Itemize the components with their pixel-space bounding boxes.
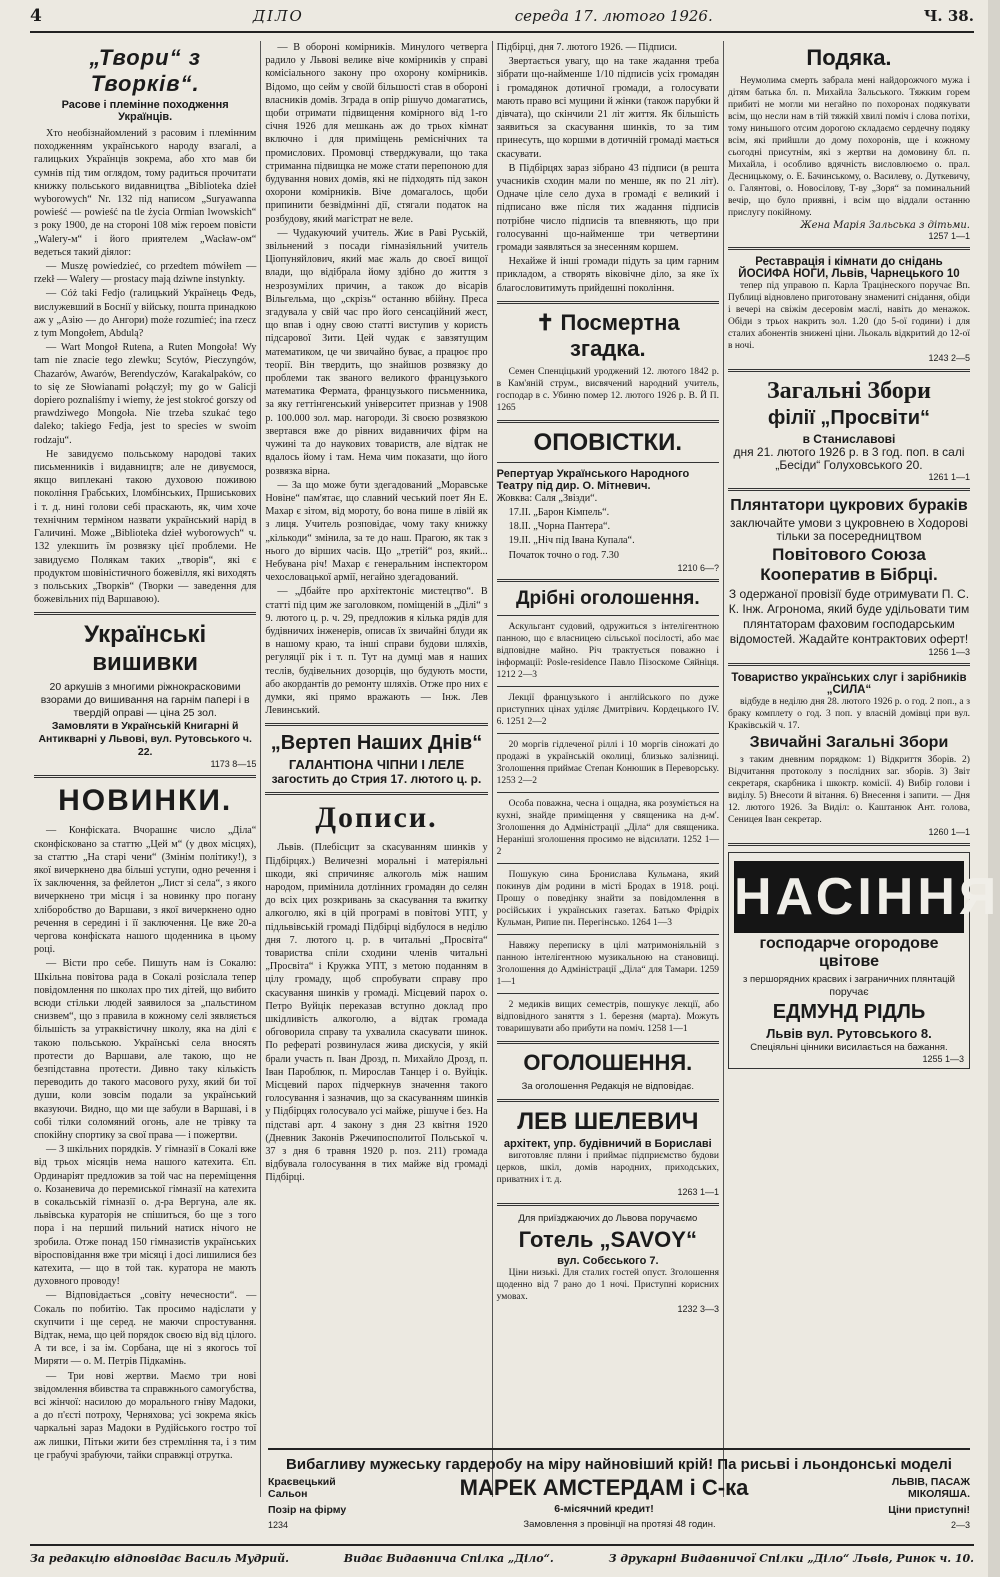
article-subtitle-tvory: Расове і племінне походження Українців. — [61, 99, 229, 123]
ad-plantatory-text1: заключайте умови з цукровнею в Ходорові тільки за посередництвом — [730, 516, 968, 543]
ad-shelevych-text: виготовляє пляни і приймає підприємство будови церков, шкіл, домів народних, приходських, приватних і т. д. — [496, 1150, 719, 1185]
ad-nasinnya-title: НАСІННЯ — [734, 861, 964, 933]
news-item: — Відповідається „совіту нечесности“. — Сокаль по побитію. Так просимо надіслати у скупчити і ще серед. не маючи спростування. Відтак, нема, що цей порядок своєю від від цілого. А ти все, і за ім. Сорбана, ще ні з якогось тої Миряти — о. М. Петрів Підкамінь. — [34, 1290, 257, 1368]
ad-amsterdam — [268, 1448, 970, 1531]
ad-code: 1234 — [268, 1519, 289, 1530]
cross-icon: ✝ — [535, 309, 561, 335]
ad-amsterdam-sub-center: 6-місячний кредит! — [554, 1503, 654, 1515]
divider — [728, 369, 970, 372]
column-3 — [493, 41, 724, 1497]
ad-code: 1243 2—5 — [928, 353, 970, 363]
podyaka-signature: Жена Марія Зальська з дітьми. — [800, 220, 970, 231]
divider — [497, 301, 719, 304]
ad-code: 1256 1—3 — [928, 647, 970, 657]
ad-shelevych — [497, 1108, 719, 1197]
news-item: — „Дбайте про архітектоніє мистецтво“. В статті під цим же заголовком, поміщеній в „Ділі“ з 9. лютого ц. р. ч. 29, предложив я кілька рядів для будівничих інженерів, описав їх звичайні блуди як в нашому краю, та інші справи будови шляхів, регуляції рік і т. п. Тут на думці мав я наших теслів, будівельних дозорців, що будують мости, або акордантів до ремонту шляхів. Отже про них є думки, які прямо вражають — Інж. Лев Левинський. — [265, 586, 488, 717]
section-title-novynky: НОВИНКИ. — [58, 784, 233, 818]
divider — [497, 1203, 719, 1206]
divider — [497, 792, 719, 793]
ad-nasinnya-kinds: господарче огородове цвітове — [759, 935, 939, 970]
section-title-opovistky: ОПОВІСТКИ. — [533, 428, 683, 456]
repertuar-item: 18.II. „Чорна Пантера“. — [508, 521, 611, 533]
ad-nasinnya-source: з першорядних красвих і заграничних плянтацій — [743, 974, 955, 985]
divider — [497, 420, 719, 423]
ad-amsterdam-right: ЛЬВІВ, ПАСАЖ МІКОЛЯША. — [891, 1476, 970, 1500]
ad-code: 1173 8—15 — [210, 759, 257, 770]
ad-shelevych-role: архітект, упр. будівничий в Бориславі — [503, 1137, 712, 1150]
ad-savoy-intro: Для приїзджаючих до Львова поручаємо — [518, 1212, 698, 1224]
section-title-podyaka: Подяка. — [806, 45, 892, 70]
ad-amsterdam-note: Замовлення з провінції на протязі 48 годин. — [523, 1519, 716, 1530]
ad-amsterdam-row — [268, 1475, 970, 1501]
divider — [497, 863, 719, 864]
ad-vertep-title: „Вертеп Наших Днів“ — [270, 732, 483, 755]
news-item: — Конфіската. Вчорашнє число „Діла“ сконфісковано за статтю „Цей м“ (у двох місцях), за статтю „На старі чени“ (Змінім політику!), з якої вичеркнено два більші уступи, одно речення і їх заключення, за фейлетон „Лист зі села“, з якого вичеркнено три місця і за новинку про погану хліборобство до Варшави, з якої вичеркнено одно речення в середині і її заключення. Це вже 20-а чергова конфіската нашого щоденника в цьому році. — [34, 825, 257, 956]
ad-savoy-name: Готель „SAVOY“ — [518, 1226, 697, 1252]
divider — [497, 462, 719, 463]
section-title-dopysy: Дописи. — [315, 801, 438, 835]
ad-amsterdam-row-2 — [268, 1503, 970, 1516]
classified-ad: Лекції французького і англійського по дуже приступних цінах уділяє Дмитрівич. Кордецького IV. 6. 1251 2—2 — [496, 692, 719, 727]
footer — [30, 1544, 974, 1565]
news-item: — За що може бути здегадований „Моравське Новіне“ пам'ятає, що славний чеський поет Ян Е. Махар є зітом, від мороту, бо вона пише в лівій як з лиця. Учитель розповідає, чому таку книжку „кількоди“ змінила, за те до наш. Прагою, як так з нього до вірших часів. Що „третій“ роз, який... Небувана річ! Махар є генеральним інспектором чехословацької армії, негайно здегадований. — [265, 479, 488, 584]
ad-restoracia-title: Реставрація і кімнати до снідань ЙОСИФА НОГИ, Львів, Чарнецького 10 — [738, 256, 960, 280]
ad-vyshyvky-text: 20 аркушів з многими ріжнокрасковими взорами до вишивання на гарнім папері і в твердій оправі — ціна 25 зол. — [40, 681, 250, 720]
ad-code: 1232 3—3 — [677, 1303, 719, 1314]
ad-zvychaini-text: з таким дневним порядком: 1) Відкриття Зборів. 2) Відчитання протоколу з послідних заг. зборів. 3) Звіт секретаря, скарбника і шкоктр. комісії. 4) Вибір голови і виділу. 5) Внесоти й вітання. 6) Внесення і запити. — Дня 12. лютого 1926. За Виділ: о. Каштанюк Ант. голова, Сеницея Іван секретар. — [727, 755, 970, 825]
newspaper-title: ДІЛО — [252, 7, 304, 25]
ad-code: 1261 1—1 — [928, 472, 970, 482]
news-item: — Чудакуючий учитель. Жиє в Раві Руській, звільнений з посади гімназіяльний учитель Ціопуняйлович, який має жаль до своєї вищої влади, що відібрала йому здібно до життя з незрозумілих причин, а також до вісарів Вільгельма, що „скрізь“ останню вбійну. Преса згадувала у свій час про його сенсаційний жест, що впав і одну свою статті виступив у користь підсарової Зити. Цей чудак є завзятущим математиком, це чи звичайно буває, а працює про теорії. Він твердить, що знайшов розвязку до проблеми так званого великого французького математика Фермата, французького письменника, за яку геттінгенський університет признав у 1908 р. 100.000 зол. мар. нагороди. Зі своєю розвязкою звертався вже до рівних видавничих фірм на чужині та до наукових товариств, але відтак не вдалось йому і там. Нема чим показати, що його розвязка вірна. — [265, 227, 488, 477]
divider — [34, 612, 256, 615]
column-4 — [724, 41, 1000, 1497]
ad-sila-title: Товариство українських слуг і зарібників „СИЛА“ — [731, 672, 967, 696]
classified-ad: 20 моргів гідлеченої ріллі і 10 моргів сіножаті до продажі в українській околиці, близько залізниці. Зголошення приймає Степан Конюшик в Переворську. 1253 2—2 — [496, 739, 719, 786]
ad-amsterdam-title: Вибагливу мужеську гардеробу на міру найновіший крій! Па рисьві і льондонські моделі — [286, 1456, 952, 1473]
divider — [497, 579, 719, 582]
issue-date: середа 17. лютого 1926. — [514, 7, 713, 25]
ad-code: 2—3 — [950, 1519, 970, 1530]
ad-vertep-line: ГАЛАНТІОНА ЧІПНИ І ЛЕЛЕ — [288, 757, 465, 773]
ad-amsterdam-name: МАРЕК АМСТЕРДАМ і С-ка — [459, 1475, 749, 1500]
news-item: — В обороні комірників. Минулого четверга радило у Львові велике віче комірників у справі комісіального закону про охорону комірників. Відомо, що сейм у своїй більшості став в обороні власників домів. Зграда в опір рішучо домагатись, щоби отримати підвищення комірного від 1-го січня 1926 для мешкань аж до трьох кімнат включно і для приміщень реміснічних та промислових. Промовці стверджували, що така стриманна підвищка не може стати перепоною для будування нових домів, які не підходять під закон охорони комірників. Віче домагалось, щоби припинити безвідмінні дії, стягали податок на розбудову, який магістрат не веле. — [265, 42, 488, 225]
paragraph: Семен Спенціцький уроджений 12. лютого 1842 р. в Кам'яній струм., висвячений народний учитель, господар в с. Убиню помер 12. лютого 1926 р. В. Й П. 1265 — [496, 366, 719, 413]
masthead — [30, 6, 974, 33]
section-title-dribni: Дрібні оголошення. — [515, 587, 700, 609]
section-title-posmertna — [497, 310, 719, 362]
divider — [497, 686, 719, 687]
divider — [728, 663, 970, 666]
footer-publisher: Видає Видавнича Спілка „Діло“. — [343, 1552, 554, 1565]
page-number: 4 — [30, 6, 42, 26]
divider — [497, 1099, 719, 1102]
columns — [30, 41, 1000, 1497]
divider — [728, 247, 970, 250]
ad-sila-text: відбуде в неділю дня 28. лютого 1926 р. о год. 2 поп., а з браку комплету о год. 3 поп. у власній домівці при вул. Краківській ч. 17. — [727, 697, 970, 731]
ad-nasinnya-address: Львів вул. Рутовського 8. — [766, 1026, 932, 1041]
column-2 — [261, 41, 492, 1497]
news-item: — Три нові жертви. Маємо три нові звідомлення вбивства та справжнього самогубства, всі жінчої: насилою до морального гніву Мадоки, а до п'єсті потроху, Черняхова; усі зокрема якісь чаркальні зараз Мадоки в Рудійського гостро тої аж лишки, Пітьки жити без стремління та, і з тим це грабучі зрабуючи, тайки справжці отрутка. — [34, 1370, 257, 1461]
ad-savoy-text: Ціни низькі. Для сталих гостей опуст. Зголошення щоденно від 7 рано до 1 ночі. Приступні корисних умовах. — [496, 1267, 719, 1302]
divider — [34, 775, 256, 778]
divider — [497, 615, 719, 616]
classified-ad: Особа поважна, чесна і ощадна, яка розуміється на кухні, знайде приміщення у священика на д-м'. Зголошення до Адміністрації „Діла“ для священика. Нераніші зголошення просимо не відсилати. 1252 1—2 — [496, 798, 719, 857]
ad-restoracia-text: тепер під управою п. Карла Трацінеского поручає Вп. Публиці відновлено приготовану знамениті снідання, обіди і вечері на свіжім десеровім маслі, навіть до менажок. Обіди з трьох накрить зол. 1.20 (до 5-ої години) і для сталих абонентів знижені ціни. Льокаль відкритий до 12-ої в ночі. — [727, 281, 970, 351]
ad-code: 1255 1—3 — [922, 1054, 964, 1064]
ogoloshennya-note: За оголошення Редакція не відповідає. — [521, 1080, 695, 1092]
column-1 — [30, 41, 261, 1497]
footer-printer: З друкарні Видавничої Спілки „Діло“ Львів, Ринок ч. 10. — [608, 1552, 974, 1565]
divider — [497, 993, 719, 994]
classified-ad: Навяжу переписку в цілі матримоніяльній з панною інтелігентною музикальною на становищі. Зголошення до Адміністрації „Діла“ для Тамари. 1259 1—1 — [496, 940, 719, 987]
ad-plantatory-title2: Повітового Союза Кооператив в Бібрці. — [760, 545, 938, 584]
ad-amsterdam-sub-left: Позір на фірму — [268, 1503, 347, 1516]
paragraph: Підбірці, дня 7. лютого 1926. — Підписи. — [496, 42, 678, 53]
ad-nasinnya-seller: ЕДМУНД РІДЛЬ — [772, 1001, 926, 1023]
ad-restoracia — [728, 256, 970, 363]
paragraph: — Cóż taki Fedjo (галицький Українець Федь, вислужевший в Боснії у війську, пошта принадкою аж у „Азію — до Ангори) może rozumieć; ina rzecz z tym Mongołem, Abdulą? — [34, 288, 257, 340]
ad-amsterdam-row-3 — [268, 1518, 970, 1531]
repertuar-item: 17.II. „Барон Кімпель“. — [508, 507, 610, 519]
ad-sila — [728, 672, 970, 837]
divider — [497, 934, 719, 935]
article-title-tvory: „Твори“ з Творків“. — [89, 45, 201, 96]
paragraph: Звертається увагу, що на таке жадання треба зібрати що-найменше 1/10 підписів усіх громадян і громадянок дотичної громади, а голосувати мають право всі мущини й жінки (також парубки й дівчата), що скінчили 21 літ життя. Як більшість заявиться за скасування шинків, то за тим принесуть, що коршми в дотичній громаді мається скасувати. — [496, 56, 719, 160]
paragraph: Хто необізнайомлений з расовим і племінним походженням українського народу взагалі, а галицьких Українців зокрема, або хто мав би сумнів під тим оглядом, тому радиться прочитати книжку польського видавництва „Biblioteka dzieł wyborowych“ Nr. 132 під написом „Suryawanna powieść — powieść na tle życia Ormian lwowskich“ з року 1900, де на стороні 108 між героем повісти „Walery-м“ і його приятелем „Wacław-ом“ ведеться такий діялог: — [34, 128, 257, 258]
ad-zbory-title: Загальні Збори — [767, 378, 931, 404]
paragraph: — Muszę powiedzieć, co przedtem mówiłem — rzekł — Walery — prostacy mają dziwne instynkty. — [34, 261, 257, 286]
classified-ad: Аскульгант судовий, одружиться з інтелігентною панною, що є власницею сільської посілості, або має відповідне майно. Річ трактується поважно і інформації: Posle-residence Павло Пізоскоме Сяйніця. 1212 2—3 — [496, 621, 719, 680]
section-title-ogoloshennya: ОГОЛОШЕННЯ. — [523, 1049, 693, 1075]
ad-amsterdam-sub-right: Ціни приступні! — [888, 1503, 970, 1516]
paragraph: Нехайже й інші громади підуть за цим гарним прикладом, а створять віковічне діло, за яке їх благословитимуть прийдешні покоління. — [496, 256, 719, 294]
ad-savoy — [497, 1212, 719, 1314]
ad-plantatory-title: Плянтатори цукрових бураків — [730, 497, 968, 514]
repertuar-place: Жовква: Саля „Звізди“. — [496, 492, 598, 504]
ad-code: 1257 1—1 — [928, 231, 970, 241]
paragraph: Львів. (Плебісцит за скасуванням шинків у Підбірцях.) Величезні моральні і матеріяльні шкоди, які спричиняє алкоголь між нашим народом, примінила дотлінних громадян до селян до всіх цих розкривань за скасування та вжитку алкоголю, які в цій програмі в повітові УПТ, у підльвівській громаді Підбірці відбулося в неділю дня 7. лютого ц. р. в читальні „Просвіта“ товариства спіли сходини членів читальні „Просвіта“ і Кружка УПТ, з метою поданням в цілу громаду, щоб спробувати справу про скасування шинків у громаді. Місцевий парох о. Петро Вуйцік переказав вступно доклад про шкідливість алкоголю, а відтак громада обговорила справу та ухвалила скасувати шинок. По рефераті розвинулася жива дискусія, у якій брали участь п. Іван Дрозд, п. Михайло Дрозд, п. Іван Пароблюк, п. Мирослав Танцер і о. Вуйцік. Місцевий парох підчеркнув значення такого голосування і зазначив, що за скасуванням шинків у Підбірцях голосувало усі майже, рішуче і без. На підставі арт. 4 закону з дня 23 квітня 1920 (Дневник Законів Ржечипосполитої Польської ч. 37 з дня 6 травня 1920 р. поз. 211) громада відбувала голосування в тих майже від громаді Підбірці. — [265, 842, 488, 1184]
ad-zbory-branch: філії „Просвіти“ — [767, 407, 931, 429]
divider — [497, 733, 719, 734]
ad-plantatory-text2: З одержаної провізії буде отримувати П. С. К. Інж. Агронома, який буде удільовати тим плянтаторам фаховим господарським відомостей. Жадайте контрактових оферт! — [728, 587, 970, 646]
ad-vyshyvky — [34, 621, 256, 769]
classified-ad: 2 медиків вищих семестрів, пошукує лекції, або відповідного заняття з 1. березня (марта). Можуть товаришувати або прибути на поміч. 1258 1—1 — [496, 999, 719, 1034]
issue-number: Ч. 38. — [923, 7, 974, 25]
ad-vertep — [265, 732, 487, 786]
ad-nasinnya — [728, 852, 1000, 1069]
news-item: — З шкільних порядків. У гімназії в Сокалі вже від трьох місяців нема нашого катехита. Єп. Ординаріят предложив за той час на переміщення о. Козаневича до перемиської гімназії на катехита в сокальській гімназії о. д-ра Вергуна, але як. львівська кураторія не спішиться, бо ще з того пора і на перший пильний натиск нічого не зробила. Отже понад 150 гімназистів українських віросповідання вже три місяці і досі лишилися без катехита, — що в той так. куратора не мають духовного проводу! — [34, 1144, 257, 1288]
repertuar — [497, 468, 719, 573]
ad-code: 1260 1—1 — [928, 827, 970, 837]
podyaka-text: Неумолима смерть забрала мені найдорожчого мужа і дітям батька бл. п. Михайла Зальського. Тяжким горем прибиті не могли ми негайно по похоронах подякувати всім, що несли нам в тій тяжкій хвилі поміч і слова потіхи, тому ниньшого отсим дорогою складаємо сердечну подяку всім, які прийшли до дому похоронів, ще і кожному сьогодні присутнім, які з жертви на домовину бл. п. Михайла, і особливо вдячність висловлюємо о. прал. Десницькому, о. Е. Бачинському, о. Василеву, о. Дуткевичу, о. Галянтові, о. Новосілову, Т-ву „Зоря“ за поминальний вечір, що було приявні, і всім що віддали останню прислугу покійному. — [727, 76, 970, 218]
divider — [728, 488, 970, 491]
divider — [265, 723, 487, 726]
ad-code: 1210 6—? — [677, 562, 719, 573]
paragraph: — Wart Mongoł Rutena, a Ruten Mongoła! Wy tam nie znacie tego zlewku; Scytów, Pieczyngów, Chazarów, Awarów, Berendyczów, Karakalpaków, co to się ze Słowianami połączył; my go w Galicji dopiero poznaliśmy i wiemy, że jest stokroć gorszy od prawdziwego Mongoła. Nie trzeba szukać tego daleko; takiego Fedja, jest to species w swoim rodzaju“. — [34, 342, 257, 446]
paragraph: В Підбірцях зараз зібрано 43 підписи (в решта учасників сходин мали по менше, як по 21 літ). Одначе ціле село духа в громаді є великий і підписано вже після тих жадання підписів потрібне число підписів та впевняють, що при голосуванні що-найменше три четвертини громади заявляться за знесенням коршем. — [496, 162, 719, 254]
divider — [265, 792, 487, 795]
ad-zvychaini-title: Звичайні Загальні Збори — [749, 734, 949, 751]
divider — [497, 1041, 719, 1044]
ad-shelevych-name: ЛЕВ ШЕЛЕВИЧ — [517, 1107, 699, 1135]
ad-plantatory — [728, 497, 970, 657]
ad-zbory-when: дня 21. лютого 1926 р. в 3 год. поп. в салі „Бесіди“ Голуховського 20. — [733, 445, 965, 472]
ad-zbory — [728, 378, 970, 482]
ad-vyshyvky-title: Українські вишивки — [84, 621, 207, 677]
footer-editor: За редакцію відповідає Василь Мудрий. — [30, 1552, 289, 1565]
classified-ad: Пошукую сина Бронислава Кульмана, який покинув дім родини в місті Бродах в 1918. році. Прошу о поведінку знайти за повідомлення в російських і українських газетах. Батько Фрідріх Кульман, Рипие пн. Перегінсько. 1264 1—3 — [496, 869, 719, 928]
ad-vertep-sub: загостить до Стрия 17. лютого ц. р. — [271, 772, 482, 787]
ad-zbory-place: в Станиславові — [802, 432, 896, 446]
repertuar-time: Початок точно о год. 7.30 — [508, 549, 619, 561]
ad-savoy-address: вул. Собєського 7. — [557, 1254, 659, 1267]
ad-amsterdam-left: Краєвецький Сальон — [268, 1476, 336, 1500]
news-item: — Вісти про себе. Пишуть нам із Сокалю: Шкільна повітова рада в Сокалі розіслала тепер повідомлення по школах про тих дітей, що вибито всюди стільки людей заявилося за „пальстином снизвем“, що з правила в кожному селі зявляється більшість за утраквістичну школу, яка на ділі є такою польською. Українські села вносять протести до Варшави, але такою, що не безпідставна протести. Дивно таку кількість переводить до такого масового руху, який би тої души, коли зовсім подали за український вказуючи. Видно, що ми ще забули в Варшаві, і в собі тілки соломяний огонь, але не трівку та спокійну спортику за свої права — і пожертви. — [34, 958, 257, 1141]
posmertna-title: Посмертна згадка. — [560, 309, 680, 361]
divider — [728, 843, 970, 846]
ad-vyshyvky-order: Замовляти в Українській Книгарні й Антикварні у Львові, вул. Рутовського ч. 22. — [38, 720, 252, 759]
ad-code: 1263 1—1 — [677, 1186, 719, 1197]
ad-nasinnya-recommends: поручає — [829, 986, 869, 998]
repertuar-item: 19.II. „Ніч під Івана Купала“. — [508, 535, 635, 547]
ad-nasinnya-note: Спеціяльні цінники висилається на бажання. — [750, 1042, 948, 1053]
repertuar-title: Репертуар Українського Народного Театру під дир. О. Мітневич. — [496, 467, 690, 492]
paragraph: Не завидуємо польському народові таких письменників і видавництв; але не дивуємося, якщо виплекані такою духовою поживою покоління Грабських, Іломбінських, Пршиськових і т. д. нині голови себі праскають, як, чим хоче технічним терміном назвати український нарід в Галичині. Може „Biblioteka dzieł wyborowych“ ч. 132 улекшить їм розвязку цієї проблеми. Не завидуємо Полякам таких „творів“, які є продуктом шовіністичного божевілля, які виходять з польських „Творків“ (Творки — заведення для божевільних під Варшавою). — [34, 448, 257, 606]
